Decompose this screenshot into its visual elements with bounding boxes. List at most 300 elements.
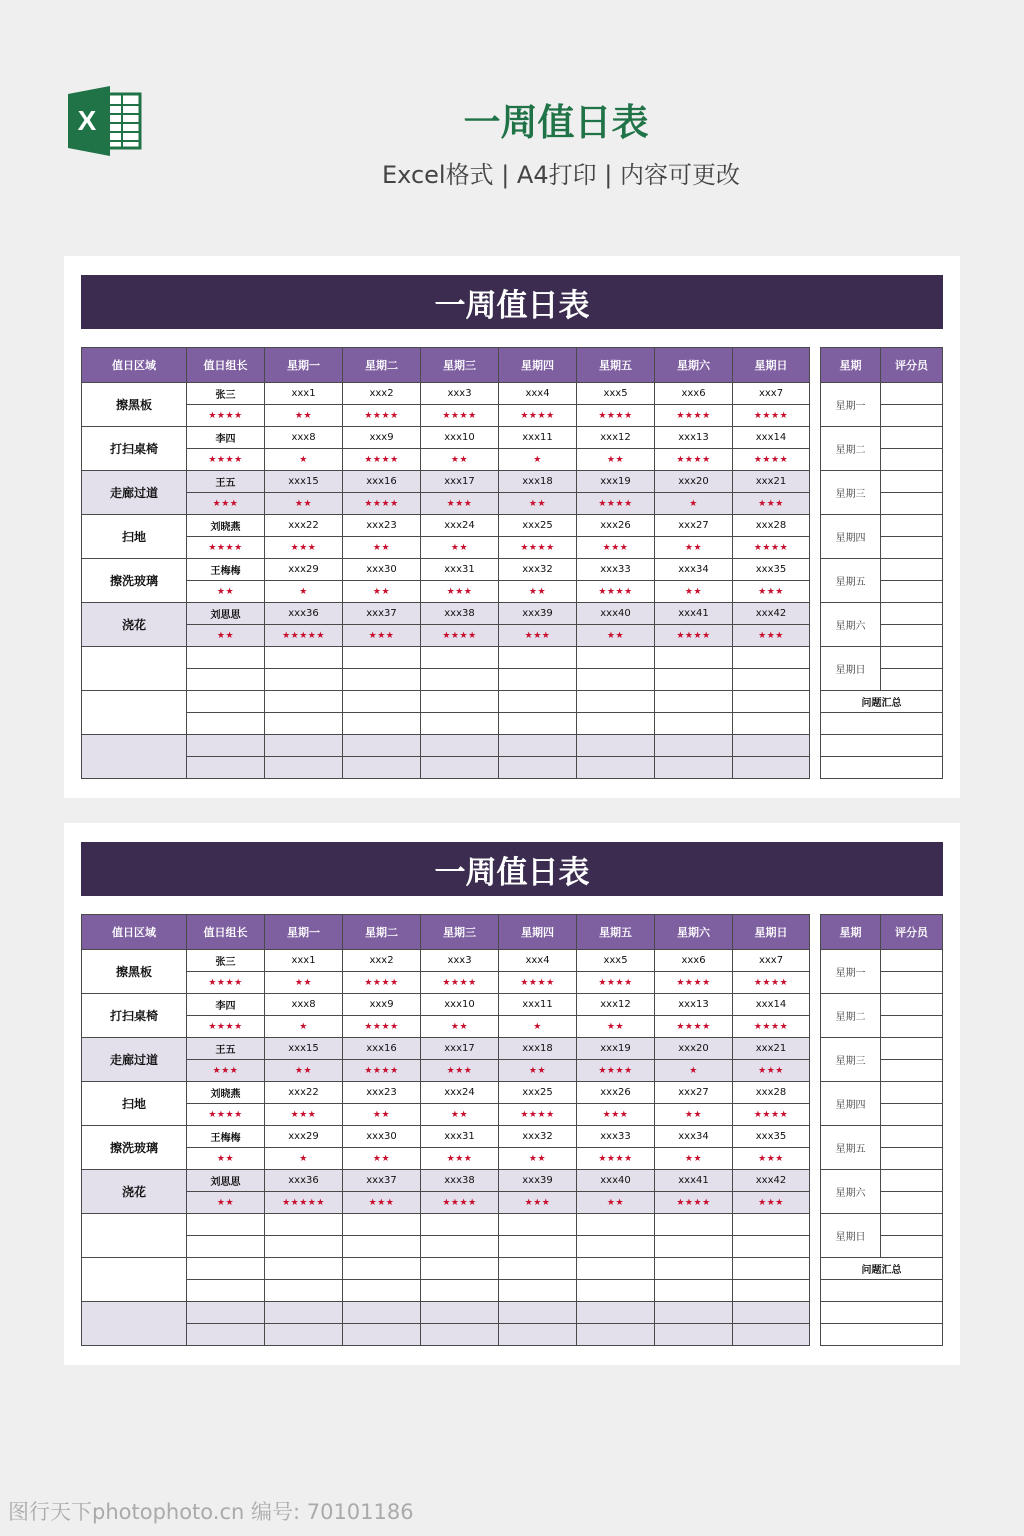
rating-row xyxy=(82,1104,810,1126)
empty-row xyxy=(82,1214,810,1236)
empty-cell xyxy=(733,735,810,757)
rating-cell: ★★ xyxy=(499,1148,577,1170)
empty-cell xyxy=(421,691,499,713)
summary-blank-row xyxy=(821,1280,943,1302)
summary-cell xyxy=(821,1280,943,1302)
column-header: 值日组长 xyxy=(187,915,265,950)
empty-cell xyxy=(187,691,265,713)
assignee-cell: xxx30 xyxy=(343,559,421,581)
assignee-cell: xxx34 xyxy=(655,1126,733,1148)
rating-cell: ★★★★ xyxy=(499,972,577,994)
empty-row xyxy=(82,1236,810,1258)
day-label: 星期三 xyxy=(821,471,881,515)
duty-area: 浇花 xyxy=(82,1170,187,1214)
day-row xyxy=(821,1170,943,1192)
rating-cell: ★★★ xyxy=(733,1060,810,1082)
empty-row xyxy=(82,1302,810,1324)
leader-name: 李四 xyxy=(187,994,265,1016)
side-column-header: 评分员 xyxy=(881,915,943,950)
empty-cell xyxy=(577,713,655,735)
duty-row xyxy=(82,471,810,493)
empty-cell xyxy=(187,1302,265,1324)
rating-cell: ★★ xyxy=(577,625,655,647)
empty-cell xyxy=(577,757,655,779)
column-header: 星期二 xyxy=(343,348,421,383)
leader-rating: ★★★★ xyxy=(187,1016,265,1038)
assignee-cell: xxx14 xyxy=(733,994,810,1016)
empty-cell xyxy=(499,757,577,779)
empty-cell xyxy=(187,1258,265,1280)
empty-cell xyxy=(187,735,265,757)
rating-cell: ★★★ xyxy=(343,625,421,647)
empty-cell xyxy=(265,1302,343,1324)
empty-area-cell xyxy=(82,691,187,735)
empty-area-cell xyxy=(82,1258,187,1302)
assignee-cell: xxx1 xyxy=(265,950,343,972)
assignee-cell: xxx13 xyxy=(655,994,733,1016)
column-header: 星期六 xyxy=(655,348,733,383)
rating-cell: ★ xyxy=(499,449,577,471)
rater-cell xyxy=(881,1192,943,1214)
sheet-banner: 一周值日表 xyxy=(81,842,943,896)
rating-cell: ★★★★ xyxy=(655,405,733,427)
empty-cell xyxy=(421,1236,499,1258)
rating-cell: ★★★★ xyxy=(343,405,421,427)
empty-cell xyxy=(265,1236,343,1258)
empty-cell xyxy=(499,1258,577,1280)
empty-cell xyxy=(577,1280,655,1302)
assignee-cell: xxx33 xyxy=(577,559,655,581)
assignee-cell: xxx32 xyxy=(499,1126,577,1148)
empty-cell xyxy=(655,691,733,713)
assignee-cell: xxx40 xyxy=(577,603,655,625)
rater-cell xyxy=(881,950,943,972)
empty-cell xyxy=(733,1236,810,1258)
rating-cell: ★★ xyxy=(499,493,577,515)
empty-cell xyxy=(343,1324,421,1346)
empty-cell xyxy=(655,757,733,779)
empty-cell xyxy=(421,1214,499,1236)
empty-cell xyxy=(187,713,265,735)
day-label: 星期四 xyxy=(821,1082,881,1126)
rater-cell xyxy=(881,493,943,515)
leader-name: 刘晓燕 xyxy=(187,1082,265,1104)
assignee-cell: xxx12 xyxy=(577,427,655,449)
summary-blank-row xyxy=(821,1324,943,1346)
side-header-row xyxy=(821,915,943,950)
rating-cell: ★★★★ xyxy=(343,449,421,471)
empty-row xyxy=(82,713,810,735)
empty-cell xyxy=(499,713,577,735)
rating-cell: ★★★★ xyxy=(655,449,733,471)
day-label: 星期一 xyxy=(821,950,881,994)
assignee-cell: xxx27 xyxy=(655,1082,733,1104)
rater-cell xyxy=(881,994,943,1016)
empty-cell xyxy=(187,1280,265,1302)
leader-rating: ★★ xyxy=(187,625,265,647)
assignee-cell: xxx14 xyxy=(733,427,810,449)
rating-cell: ★★ xyxy=(265,1060,343,1082)
summary-blank-row xyxy=(821,757,943,779)
duty-row xyxy=(82,994,810,1016)
empty-cell xyxy=(343,647,421,669)
duty-area: 擦洗玻璃 xyxy=(82,559,187,603)
assignee-cell: xxx3 xyxy=(421,950,499,972)
rating-cell: ★★★★ xyxy=(343,493,421,515)
rater-cell xyxy=(881,1016,943,1038)
rating-cell: ★★★★ xyxy=(577,581,655,603)
assignee-cell: xxx8 xyxy=(265,427,343,449)
rating-cell: ★★★★ xyxy=(655,1192,733,1214)
rating-cell: ★★★★ xyxy=(343,1016,421,1038)
assignee-cell: xxx24 xyxy=(421,1082,499,1104)
assignee-cell: xxx4 xyxy=(499,950,577,972)
rating-cell: ★★ xyxy=(655,581,733,603)
assignee-cell: xxx11 xyxy=(499,994,577,1016)
day-label: 星期一 xyxy=(821,383,881,427)
assignee-cell: xxx32 xyxy=(499,559,577,581)
sheet-1 xyxy=(64,256,960,798)
assignee-cell: xxx5 xyxy=(577,383,655,405)
empty-cell xyxy=(499,1280,577,1302)
rating-row xyxy=(82,1016,810,1038)
empty-cell xyxy=(733,1324,810,1346)
column-header: 值日组长 xyxy=(187,348,265,383)
sheet-banner: 一周值日表 xyxy=(81,275,943,329)
assignee-cell: xxx23 xyxy=(343,1082,421,1104)
column-header: 星期一 xyxy=(265,915,343,950)
summary-cell xyxy=(821,757,943,779)
assignee-cell: xxx38 xyxy=(421,1170,499,1192)
leader-rating: ★★★★ xyxy=(187,1104,265,1126)
empty-row xyxy=(82,757,810,779)
rating-cell: ★★★ xyxy=(499,625,577,647)
empty-cell xyxy=(265,757,343,779)
assignee-cell: xxx17 xyxy=(421,471,499,493)
duty-row xyxy=(82,515,810,537)
empty-cell xyxy=(265,647,343,669)
rating-cell: ★★★ xyxy=(265,537,343,559)
excel-logo-letter: X xyxy=(77,105,97,136)
column-header: 星期五 xyxy=(577,348,655,383)
assignee-cell: xxx10 xyxy=(421,994,499,1016)
column-header: 星期三 xyxy=(421,348,499,383)
page-title: 一周值日表 xyxy=(463,101,649,144)
column-header: 值日区域 xyxy=(82,915,187,950)
empty-cell xyxy=(733,1214,810,1236)
rating-cell: ★★ xyxy=(265,972,343,994)
rating-cell: ★★ xyxy=(343,581,421,603)
rating-cell: ★ xyxy=(265,1148,343,1170)
watermark-text: 图行天下photophoto.cn 编号: 70101186 xyxy=(8,1500,414,1524)
assignee-cell: xxx42 xyxy=(733,603,810,625)
empty-cell xyxy=(343,669,421,691)
assignee-cell: xxx26 xyxy=(577,515,655,537)
empty-cell xyxy=(577,1258,655,1280)
duty-table xyxy=(81,914,810,1346)
assignee-cell: xxx39 xyxy=(499,1170,577,1192)
leader-rating: ★★★ xyxy=(187,493,265,515)
rater-cell xyxy=(881,515,943,537)
assignee-cell: xxx7 xyxy=(733,383,810,405)
day-row xyxy=(821,559,943,581)
summary-label: 问题汇总 xyxy=(821,691,943,713)
leader-rating: ★★ xyxy=(187,1192,265,1214)
empty-cell xyxy=(421,1258,499,1280)
rating-cell: ★★★★ xyxy=(577,1148,655,1170)
day-label: 星期六 xyxy=(821,1170,881,1214)
rating-cell: ★ xyxy=(265,1016,343,1038)
rating-cell: ★★ xyxy=(265,405,343,427)
rating-cell: ★★★★ xyxy=(577,1060,655,1082)
empty-cell xyxy=(577,669,655,691)
assignee-cell: xxx18 xyxy=(499,471,577,493)
empty-row xyxy=(82,691,810,713)
assignee-cell: xxx15 xyxy=(265,471,343,493)
assignee-cell: xxx35 xyxy=(733,1126,810,1148)
empty-cell xyxy=(499,735,577,757)
empty-cell xyxy=(499,1324,577,1346)
rating-cell: ★★★★ xyxy=(733,1016,810,1038)
rating-cell: ★★★★ xyxy=(577,493,655,515)
assignee-cell: xxx3 xyxy=(421,383,499,405)
rating-row xyxy=(82,449,810,471)
assignee-cell: xxx12 xyxy=(577,994,655,1016)
day-row xyxy=(821,1126,943,1148)
empty-area-cell xyxy=(82,735,187,779)
empty-cell xyxy=(655,647,733,669)
rating-cell: ★★★ xyxy=(733,493,810,515)
empty-cell xyxy=(733,647,810,669)
page-subtitle: Excel格式 | A4打印 | 内容可更改 xyxy=(382,161,740,189)
empty-cell xyxy=(655,1214,733,1236)
empty-cell xyxy=(265,1280,343,1302)
rating-cell: ★★★★ xyxy=(499,405,577,427)
rating-cell: ★★ xyxy=(577,1192,655,1214)
assignee-cell: xxx11 xyxy=(499,427,577,449)
empty-cell xyxy=(499,1214,577,1236)
empty-cell xyxy=(577,1236,655,1258)
empty-area-cell xyxy=(82,1302,187,1346)
day-row xyxy=(821,1082,943,1104)
duty-row xyxy=(82,1038,810,1060)
rating-cell: ★★ xyxy=(421,537,499,559)
assignee-cell: xxx41 xyxy=(655,603,733,625)
empty-cell xyxy=(421,1324,499,1346)
rater-cell xyxy=(881,1126,943,1148)
assignee-cell: xxx2 xyxy=(343,383,421,405)
rating-cell: ★★★ xyxy=(421,493,499,515)
leader-name: 刘晓燕 xyxy=(187,515,265,537)
rating-cell: ★★★ xyxy=(265,1104,343,1126)
rating-cell: ★★ xyxy=(421,1104,499,1126)
rating-cell: ★★★ xyxy=(733,581,810,603)
empty-cell xyxy=(655,735,733,757)
empty-cell xyxy=(733,1258,810,1280)
rating-cell: ★★★★★ xyxy=(265,1192,343,1214)
empty-cell xyxy=(421,735,499,757)
rating-cell: ★★ xyxy=(655,1148,733,1170)
empty-cell xyxy=(343,1258,421,1280)
header-row xyxy=(82,348,810,383)
day-row xyxy=(821,994,943,1016)
rating-cell: ★★★ xyxy=(733,1148,810,1170)
rating-cell: ★★★★ xyxy=(499,537,577,559)
rater-cell xyxy=(881,471,943,493)
day-label: 星期五 xyxy=(821,1126,881,1170)
leader-name: 刘思思 xyxy=(187,1170,265,1192)
assignee-cell: xxx15 xyxy=(265,1038,343,1060)
leader-name: 李四 xyxy=(187,427,265,449)
empty-cell xyxy=(577,735,655,757)
leader-rating: ★★★★ xyxy=(187,449,265,471)
rating-cell: ★★★★★ xyxy=(265,625,343,647)
side-column-header: 星期 xyxy=(821,915,881,950)
day-row xyxy=(821,647,943,669)
rating-cell: ★★★ xyxy=(421,1148,499,1170)
summary-label: 问题汇总 xyxy=(821,1258,943,1280)
empty-cell xyxy=(265,735,343,757)
side-column-header: 星期 xyxy=(821,348,881,383)
assignee-cell: xxx27 xyxy=(655,515,733,537)
rating-cell: ★★★ xyxy=(733,625,810,647)
duty-area: 打扫桌椅 xyxy=(82,427,187,471)
rating-cell: ★★★★ xyxy=(499,1104,577,1126)
rater-cell xyxy=(881,603,943,625)
rating-row xyxy=(82,537,810,559)
column-header: 星期四 xyxy=(499,915,577,950)
empty-cell xyxy=(421,669,499,691)
assignee-cell: xxx6 xyxy=(655,383,733,405)
assignee-cell: xxx22 xyxy=(265,515,343,537)
assignee-cell: xxx1 xyxy=(265,383,343,405)
empty-cell xyxy=(187,669,265,691)
empty-cell xyxy=(577,1302,655,1324)
empty-area-cell xyxy=(82,647,187,691)
summary-blank-row xyxy=(821,735,943,757)
rating-cell: ★ xyxy=(655,1060,733,1082)
assignee-cell: xxx24 xyxy=(421,515,499,537)
duty-area: 浇花 xyxy=(82,603,187,647)
leader-name: 张三 xyxy=(187,383,265,405)
column-header: 星期四 xyxy=(499,348,577,383)
assignee-cell: xxx42 xyxy=(733,1170,810,1192)
rating-cell: ★★★ xyxy=(421,581,499,603)
empty-cell xyxy=(499,647,577,669)
leader-name: 王梅梅 xyxy=(187,1126,265,1148)
rating-cell: ★★★★ xyxy=(421,405,499,427)
rating-cell: ★★ xyxy=(655,1104,733,1126)
rating-cell: ★★★ xyxy=(577,1104,655,1126)
rater-cell xyxy=(881,647,943,669)
rater-cell xyxy=(881,383,943,405)
assignee-cell: xxx40 xyxy=(577,1170,655,1192)
rater-cell xyxy=(881,1082,943,1104)
rating-cell: ★★ xyxy=(343,537,421,559)
summary-cell xyxy=(821,1324,943,1346)
assignee-cell: xxx37 xyxy=(343,603,421,625)
rater-cell xyxy=(881,625,943,647)
rater-cell xyxy=(881,1038,943,1060)
rater-cell xyxy=(881,1148,943,1170)
rater-cell xyxy=(881,537,943,559)
assignee-cell: xxx22 xyxy=(265,1082,343,1104)
leader-rating: ★★ xyxy=(187,1148,265,1170)
column-header: 星期一 xyxy=(265,348,343,383)
assignee-cell: xxx7 xyxy=(733,950,810,972)
assignee-cell: xxx36 xyxy=(265,603,343,625)
leader-name: 王五 xyxy=(187,1038,265,1060)
rater-cell xyxy=(881,1170,943,1192)
empty-cell xyxy=(733,757,810,779)
empty-cell xyxy=(421,757,499,779)
rating-row xyxy=(82,581,810,603)
assignee-cell: xxx20 xyxy=(655,471,733,493)
summary-blank-row xyxy=(821,713,943,735)
rating-cell: ★★ xyxy=(577,449,655,471)
rating-row xyxy=(82,1060,810,1082)
rating-cell: ★★★★ xyxy=(343,1060,421,1082)
empty-row xyxy=(82,1280,810,1302)
empty-cell xyxy=(655,713,733,735)
rating-cell: ★ xyxy=(265,581,343,603)
empty-cell xyxy=(577,1324,655,1346)
assignee-cell: xxx41 xyxy=(655,1170,733,1192)
rater-cell xyxy=(881,449,943,471)
assignee-cell: xxx4 xyxy=(499,383,577,405)
rating-row xyxy=(82,1192,810,1214)
duty-area: 扫地 xyxy=(82,1082,187,1126)
duty-row xyxy=(82,383,810,405)
day-label: 星期四 xyxy=(821,515,881,559)
duty-table xyxy=(81,347,810,779)
rating-cell: ★★ xyxy=(343,1148,421,1170)
rating-cell: ★★★★ xyxy=(733,405,810,427)
rating-cell: ★ xyxy=(499,1016,577,1038)
empty-cell xyxy=(343,735,421,757)
assignee-cell: xxx13 xyxy=(655,427,733,449)
empty-row xyxy=(82,1258,810,1280)
empty-cell xyxy=(187,1236,265,1258)
empty-cell xyxy=(421,713,499,735)
rating-cell: ★★★★ xyxy=(421,1192,499,1214)
side-column-header: 评分员 xyxy=(881,348,943,383)
duty-area: 走廊过道 xyxy=(82,1038,187,1082)
assignee-cell: xxx35 xyxy=(733,559,810,581)
day-row xyxy=(821,515,943,537)
rating-cell: ★★★ xyxy=(421,1060,499,1082)
assignee-cell: xxx28 xyxy=(733,515,810,537)
rating-cell: ★★★ xyxy=(499,1192,577,1214)
assignee-cell: xxx25 xyxy=(499,515,577,537)
duty-row xyxy=(82,1170,810,1192)
empty-cell xyxy=(187,1214,265,1236)
rating-cell: ★★★★ xyxy=(655,1016,733,1038)
duty-row xyxy=(82,950,810,972)
empty-cell xyxy=(577,1214,655,1236)
column-header: 星期三 xyxy=(421,915,499,950)
column-header: 星期六 xyxy=(655,915,733,950)
empty-cell xyxy=(733,713,810,735)
leader-name: 张三 xyxy=(187,950,265,972)
leader-name: 王五 xyxy=(187,471,265,493)
day-row xyxy=(821,1038,943,1060)
day-label: 星期六 xyxy=(821,603,881,647)
rating-row xyxy=(82,405,810,427)
leader-name: 王梅梅 xyxy=(187,559,265,581)
rating-row xyxy=(82,625,810,647)
empty-cell xyxy=(343,1236,421,1258)
